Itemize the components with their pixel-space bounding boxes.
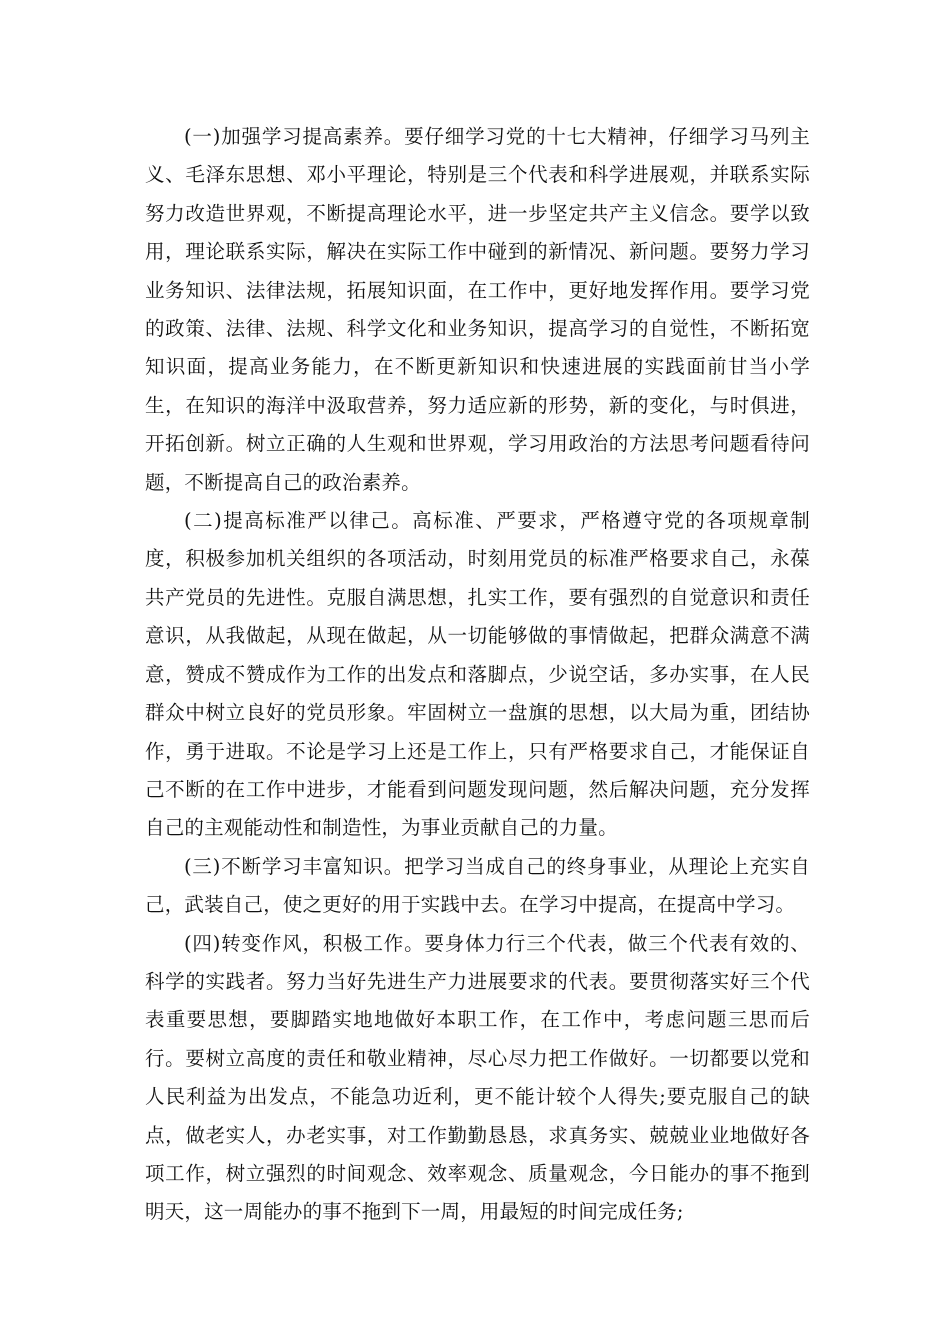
paragraph-change-work-style: (四)转变作风，积极工作。要身体力行三个代表，做三个代表有效的、科学的实践者。努力当好先进生产力进展要求的代表。要贯彻落实好三个代表重要思想，要脚踏实地地做好本职工作，在工作中，考虑问题三思而后行。要树立高度的责任和敬业精神，尽心尽力把工作做好。一切都要以党和人民利益为出发点，不能急功近利，更不能计较个人得失;要克服自己的缺点，做老实人，办老实事，对工作勤勤恳恳，求真务实、兢兢业业地做好各项工作，树立强烈的时间观念、效率观念、质量观念，今日能办的事不拖到明天，这一周能办的事不拖到下一周，用最短的时间完成任务;	[145, 931, 810, 1224]
document-body	[145, 118, 810, 1232]
paragraph-continuous-learning: (三)不断学习丰富知识。把学习当成自己的终身事业，从理论上充实自己，武装自己，使之更好的用于实践中去。在学习中提高，在提高中学习。	[145, 854, 810, 917]
paragraph-raise-standards-self-discipline: (二)提高标准严以律己。高标准、严要求，严格遵守党的各项规章制度，积极参加机关组织的各项活动，时刻用党员的标准严格要求自己，永葆共产党员的先进性。克服自满思想，扎实工作，要有强烈的自觉意识和责任意识，从我做起，从现在做起，从一切能够做的事情做起，把群众满意不满意，赞成不赞成作为工作的出发点和落脚点，少说空话，多办实事，在人民群众中树立良好的党员形象。牢固树立一盘旗的思想，以大局为重，团结协作，勇于进取。不论是学习上还是工作上，只有严格要求自己，才能保证自己不断的在工作中进步，才能看到问题发现问题，然后解决问题，充分发挥自己的主观能动性和制造性，为事业贡献自己的力量。	[145, 509, 810, 840]
paragraph-study-improve-quality: (一)加强学习提高素养。要仔细学习党的十七大精神，仔细学习马列主义、毛泽东思想、邓小平理论，特别是三个代表和科学进展观，并联系实际努力改造世界观，不断提高理论水平，进一步坚定共产主义信念。要学以致用，理论联系实际，解决在实际工作中碰到的新情况、新问题。要努力学习业务知识、法律法规，拓展知识面，在工作中，更好地发挥作用。要学习党的政策、法律、法规、科学文化和业务知识，提高学习的自觉性，不断拓宽知识面，提高业务能力，在不断更新知识和快速进展的实践面前甘当小学生，在知识的海洋中汲取营养，努力适应新的形势，新的变化，与时俱进，开拓创新。树立正确的人生观和世界观，学习用政治的方法思考问题看待问题，不断提高自己的政治素养。	[145, 125, 810, 494]
